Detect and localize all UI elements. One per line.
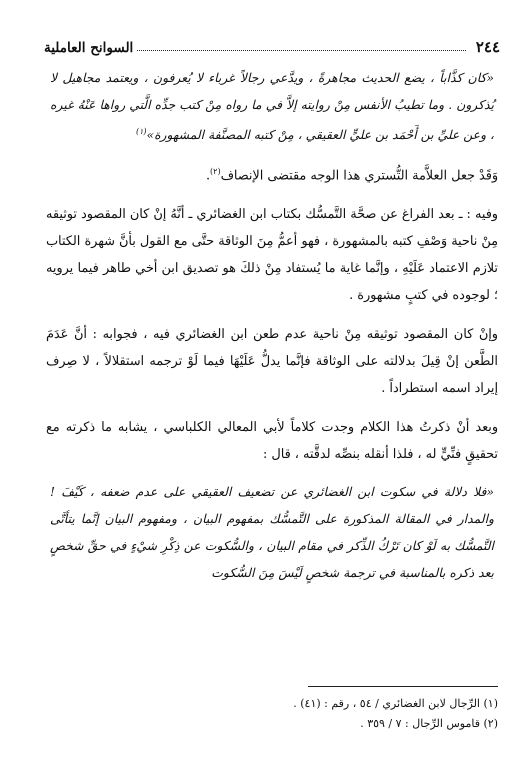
paragraph: وإنْ كان المقصود توثيقه مِنْ ناحية عدم طعن ابن الغضائري فيه ، فجوابه : أنَّ عَدَمَ الطَّعن إنْ قِيلَ بدلالته على الوثاقة فإنَّما يدلُّ عَلَيْهَا فيما لَوْ ترجمه استقلالاً ، لا صِرف إيراد اسمه استطراداً . <box>46 327 498 397</box>
page-body <box>46 64 498 586</box>
quote-text: «كان كذَّاباً ، يضع الحديث مجاهرةً ، ويدَّعي رجالاً غرباء لا يُعرفون ، ويعتمد مجاهيل لا يُذكرون . وما تطيبُ الأنفس مِنْ روايته إلاَّ في ما رواه مِنْ كتب جدِّه الَّتي رواها عَنْهُ غيره ، وعن عليِّ بن أَحْمَد بن عليٍّ العقيقي ، مِنْ كتبه المصنَّفة المشهورة» <box>50 70 494 143</box>
paragraph-text: وَقَدْ جعل العلاَّمة التُّستري هذا الوجه مقتضى الإنصاف <box>220 168 498 184</box>
footnote: (١) الرِّجال لابن الغضائري / ٥٤ ، رقم : (٤١) . <box>293 697 498 710</box>
block-quote: «فلا دلالة في سكوت ابن الغضائري عن تضعيف العقيقي على عدم ضعفه ، كَيْفَ ! والمدار في المقالة المذكورة على التَّمسُّك بمفهوم البيان ، ومفهوم البيان إنَّما يتأتَّى التَّمسُّك به لَوْ كان تَرْكُ الذِّكر في مقام البيان ، والسُّكوت عن ذِكْرِ شيْءٍ في حقِّ شخصٍ بعد ذكره بالمناسبة في ترجمة شخصٍ لَيْسَ مِنَ السُّكوت <box>50 484 494 581</box>
running-header <box>44 34 500 56</box>
footnote-ref-1: (١) <box>135 127 147 136</box>
footnote-ref-2: (٢) <box>210 167 221 177</box>
page-number: ٢٤٤ <box>475 38 500 56</box>
paragraph: وفيه : ـ بعد الفراغ عن صحَّة التَّمسُّك بكتاب ابن الغضائري ـ أنَّهُ إنْ كان المقصود توثيقه مِنْ ناحية وَصْفِ كتبه بالمشهورة ، فهو أعمُّ مِنَ الوثاقة حتَّى مع القول بأنَّ شهرة الكتاب تلازم الاعتماد عَلَيْهِ ، وإنَّما غاية ما يُستفاد مِنْ ذلكَ هو تصديق ابن أخي طاهر فيما يرويه ؛ لوجوده في كتبٍ مشهورة . <box>46 207 498 304</box>
footnotes <box>46 694 498 734</box>
paragraph: وَقَدْ جعل العلاَّمة التُّستري هذا الوجه مقتضى الإنصاف$^{(٢)}$. <box>205 167 498 184</box>
running-title: السوانح العاملية <box>44 40 134 56</box>
footnote: (٢) قاموس الرِّجال : ٧ / ٣٥٩ . <box>360 717 498 730</box>
footnote-separator <box>308 686 498 687</box>
header-dot-leader <box>137 50 466 51</box>
paragraph: وبعد أنْ ذكرتُ هذا الكلام وجدت كلاماً لأبي المعالي الكلباسي ، يشابه ما ذكرته مع تحقيقٍ فنِّيٍّ له ، فلذا أنقله بنصِّه لدقَّته ، قال : <box>46 420 498 463</box>
block-quote <box>46 64 498 148</box>
